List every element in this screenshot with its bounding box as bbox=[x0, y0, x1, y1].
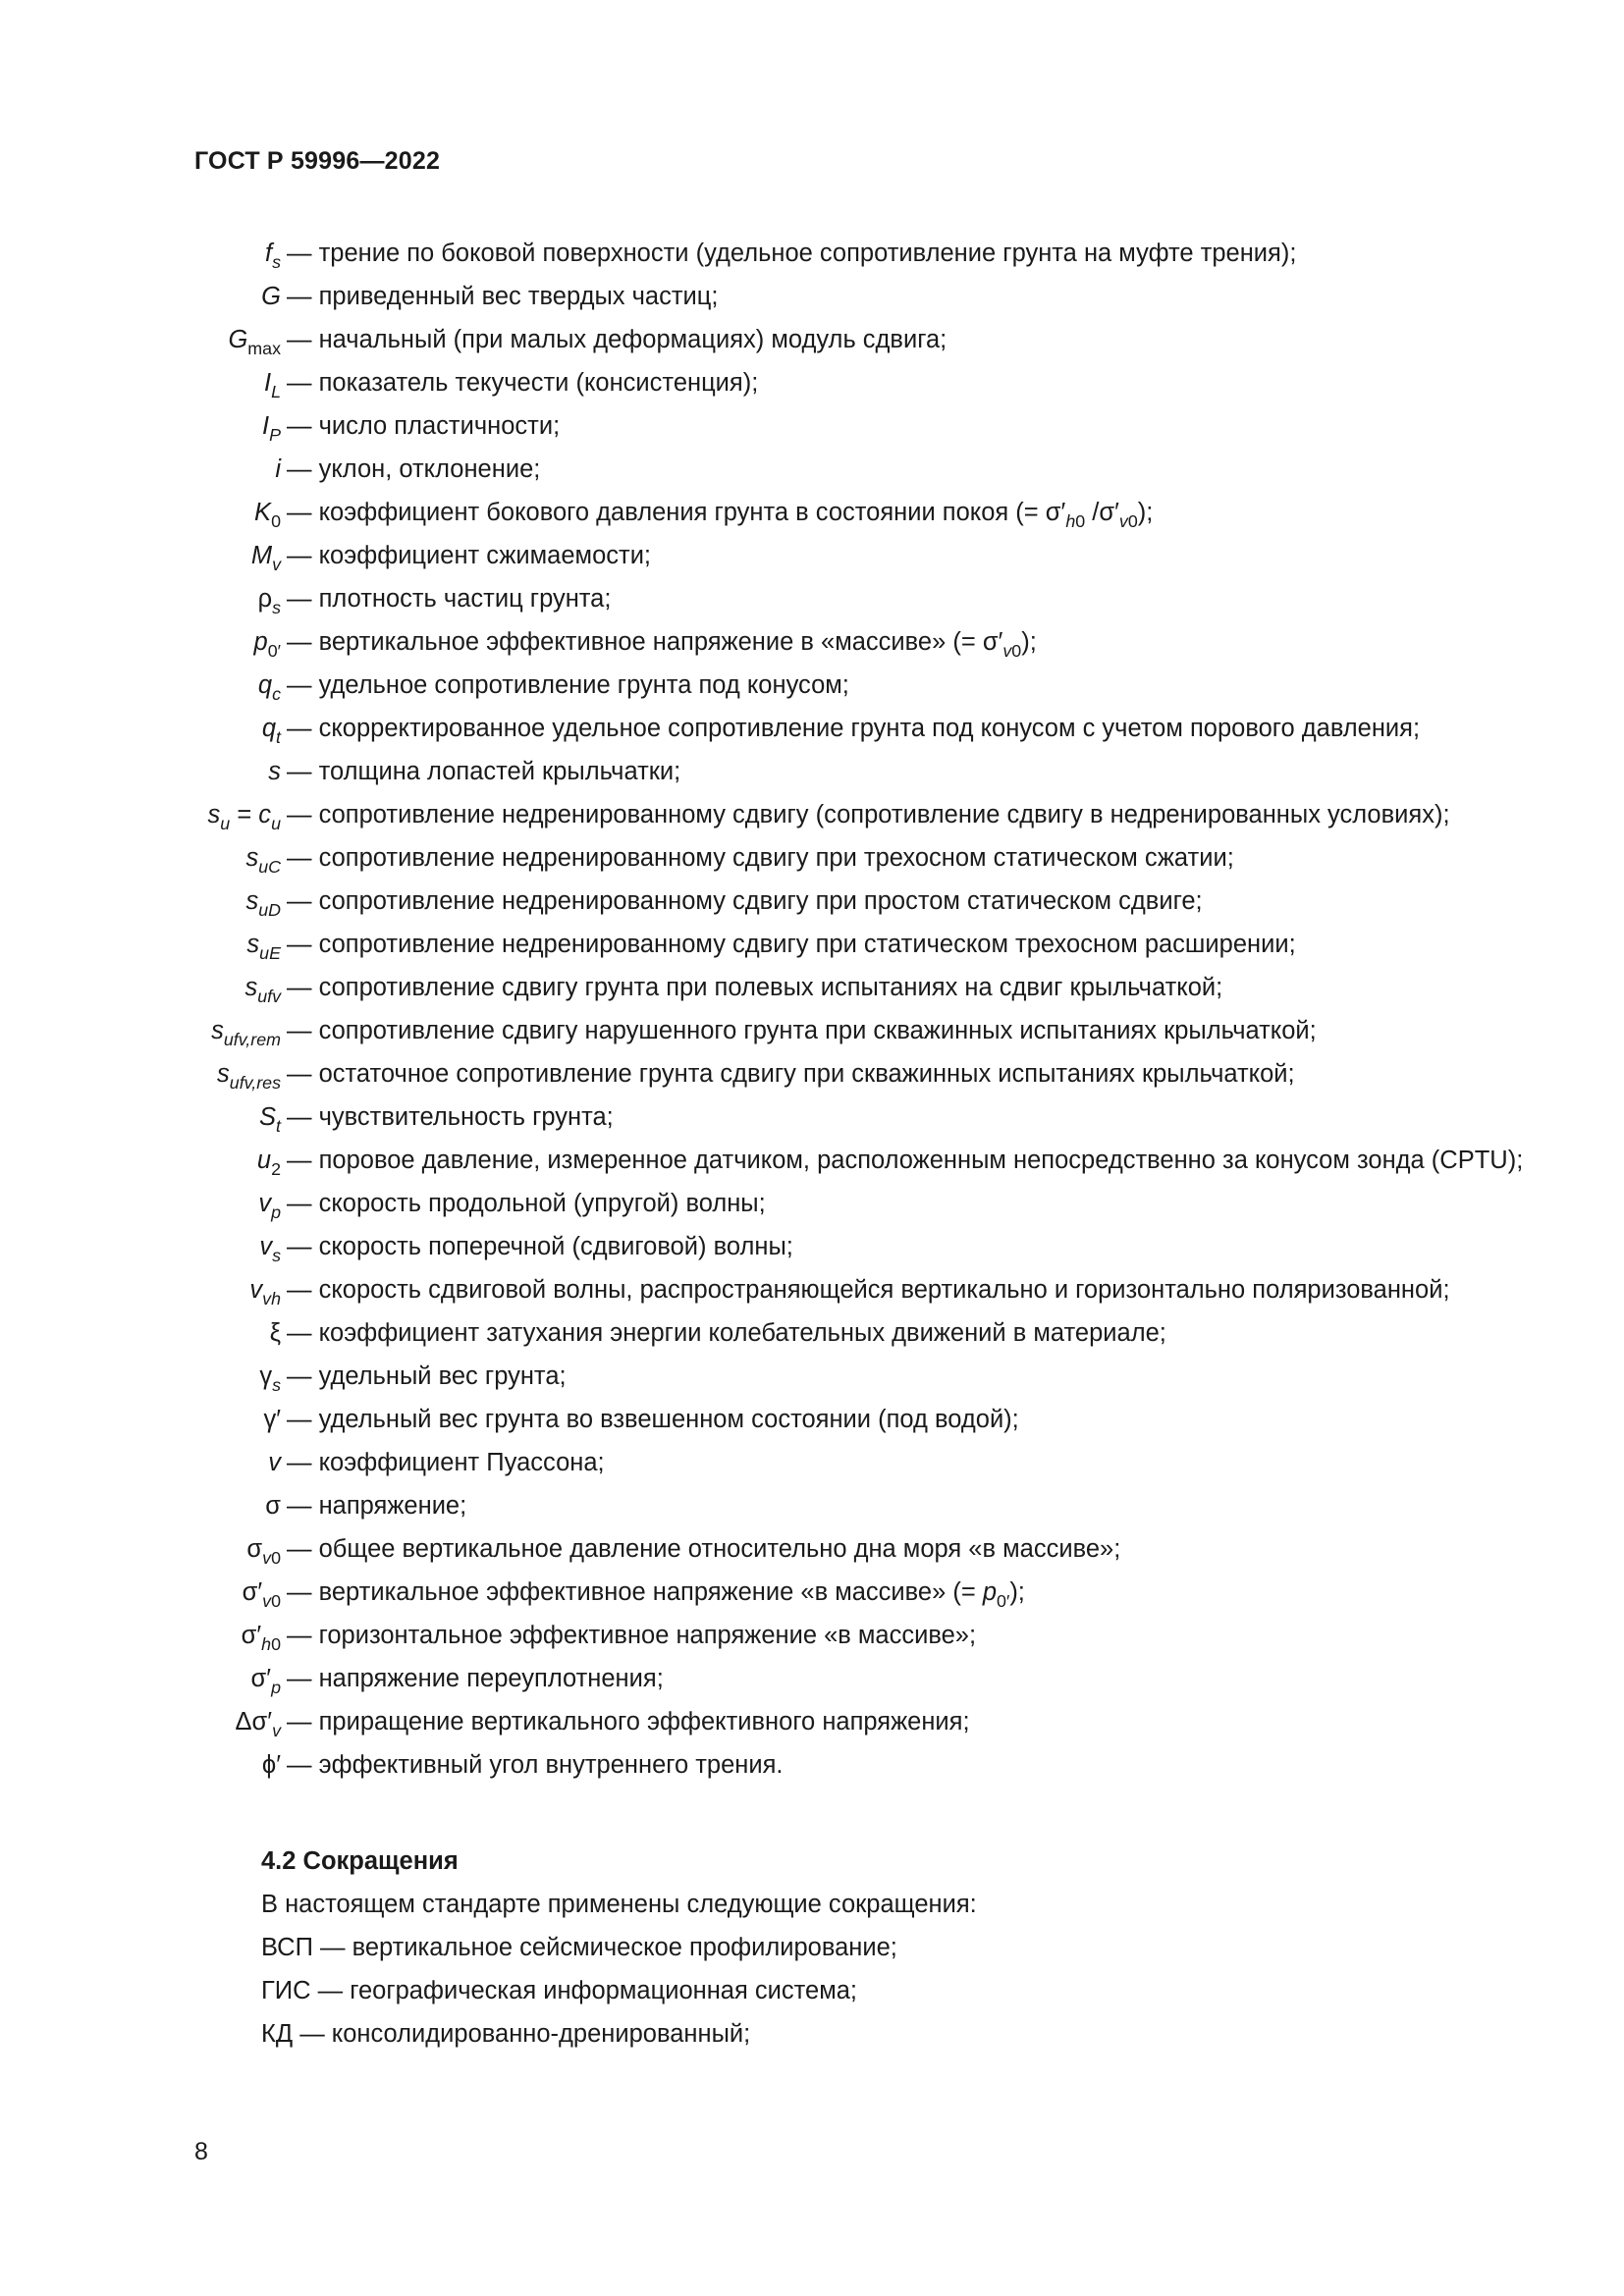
definition-text: — уклон, отклонение; bbox=[287, 455, 541, 483]
definition-row bbox=[0, 1058, 1624, 1093]
page-number: 8 bbox=[194, 2138, 208, 2165]
definition-row bbox=[0, 713, 1624, 747]
symbol: $\sigma'_{v0}$ bbox=[242, 1578, 281, 1611]
definition-row bbox=[0, 1101, 1624, 1136]
symbol: $G_{max}$ bbox=[228, 326, 281, 358]
definition-row bbox=[0, 1015, 1624, 1049]
definition-text: — число пластичности; bbox=[287, 412, 561, 440]
symbol: $I_P$ bbox=[262, 412, 281, 445]
definition-text: — общее вертикальное давление относительно дна моря «в массиве»; bbox=[287, 1535, 1121, 1563]
definition-text: — сопротивление сдвигу грунта при полевых испытаниях на сдвиг крыльчаткой; bbox=[287, 974, 1223, 1001]
definition-row bbox=[0, 1361, 1624, 1395]
definition-row bbox=[0, 497, 1624, 531]
definition-row bbox=[0, 238, 1624, 272]
definition-text: — приращение вертикального эффективного напряжения; bbox=[287, 1708, 970, 1735]
definition-row bbox=[0, 1749, 1624, 1781]
definition-row bbox=[0, 756, 1624, 787]
symbol: i bbox=[275, 455, 281, 483]
definition-row bbox=[0, 626, 1624, 661]
definition-row bbox=[0, 799, 1624, 833]
definition-row bbox=[0, 1706, 1624, 1740]
definition-row bbox=[0, 1447, 1624, 1478]
symbol: $v_s$ bbox=[259, 1233, 281, 1265]
symbols-list bbox=[0, 238, 1624, 1792]
definition-text: — сопротивление недренированному сдвигу (сопротивление сдвигу в недренированных условиях); bbox=[287, 801, 1450, 828]
symbol: $S_t$ bbox=[259, 1103, 281, 1136]
definition-text: — скорость поперечной (сдвиговой) волны; bbox=[287, 1233, 793, 1260]
definition-text: — поровое давление, измеренное датчиком, расположенным непосредственно за конусом зонда (CPTU); bbox=[287, 1147, 1524, 1174]
definition-text: — напряжение переуплотнения; bbox=[287, 1665, 664, 1692]
definition-text: — горизонтальное эффективное напряжение «в массиве»; bbox=[287, 1622, 977, 1649]
definition-text: — скорость продольной (упругой) волны; bbox=[287, 1190, 766, 1217]
definition-text: — сопротивление недренированному сдвигу при трехосном статическом сжатии; bbox=[287, 844, 1234, 872]
symbol: $\rho_s$ bbox=[257, 585, 281, 617]
symbol: $q_t$ bbox=[261, 715, 281, 747]
symbol: σ bbox=[265, 1492, 281, 1520]
definition-text: — сопротивление недренированному сдвигу при простом статическом сдвиге; bbox=[287, 887, 1203, 915]
abbreviation-item: КД — консолидированно-дренированный; bbox=[261, 2020, 751, 2048]
definition-row bbox=[0, 1620, 1624, 1654]
definition-text: — начальный (при малых деформациях) модуль сдвига; bbox=[287, 326, 947, 353]
definition-row bbox=[0, 1317, 1624, 1349]
document-header: ГОСТ Р 59996—2022 bbox=[194, 147, 441, 175]
definition-text: — трение по боковой поверхности (удельное сопротивление грунта на муфте трения); bbox=[287, 240, 1297, 267]
definition-row bbox=[0, 410, 1624, 445]
section-intro: В настоящем стандарте применены следующие сокращения: bbox=[261, 1891, 977, 1918]
definition-text: — напряжение; bbox=[287, 1492, 467, 1520]
definition-text: — сопротивление недренированному сдвигу при статическом трехосном расширении; bbox=[287, 931, 1296, 958]
definition-row bbox=[0, 1188, 1624, 1222]
definition-row bbox=[0, 281, 1624, 312]
symbol: ϕ′ bbox=[261, 1751, 281, 1779]
definition-row bbox=[0, 1490, 1624, 1522]
definition-row bbox=[0, 1145, 1624, 1179]
section-heading: 4.2 Сокращения bbox=[261, 1847, 459, 1875]
definition-text: — чувствительность грунта; bbox=[287, 1103, 614, 1131]
definition-row bbox=[0, 1404, 1624, 1435]
symbol: $\sigma'_{h0}$ bbox=[241, 1622, 281, 1654]
symbol: $s_{uE}$ bbox=[246, 931, 281, 963]
definition-row bbox=[0, 1274, 1624, 1306]
symbol: v bbox=[268, 1449, 281, 1476]
definition-text: — скорость сдвиговой волны, распространяющейся вертикально и горизонтально поляризованной; bbox=[287, 1276, 1450, 1304]
abbreviation-item: ВСП — вертикальное сейсмическое профилирование; bbox=[261, 1934, 897, 1961]
symbol: $p_{0'}$ bbox=[253, 628, 281, 661]
symbol: $s_{ufv,res}$ bbox=[217, 1060, 281, 1093]
definition-text: — приведенный вес твердых частиц; bbox=[287, 283, 719, 310]
definition-row bbox=[0, 324, 1624, 358]
definition-text: — эффективный угол внутреннего трения. bbox=[287, 1751, 784, 1779]
definition-text: — показатель текучести (консистенция); bbox=[287, 369, 759, 397]
definition-row bbox=[0, 1231, 1624, 1265]
definition-text: — вертикальное эффективное напряжение в «массиве» (= $\sigma'_{v0}$); bbox=[287, 628, 1037, 661]
symbol: $s_{ufv,rem}$ bbox=[211, 1017, 281, 1049]
definition-text: — удельный вес грунта во взвешенном состоянии (под водой); bbox=[287, 1406, 1019, 1433]
definition-text: — коэффициент затухания энергии колебательных движений в материале; bbox=[287, 1319, 1166, 1347]
definition-text: — плотность частиц грунта; bbox=[287, 585, 612, 613]
symbol: $\sigma'_p$ bbox=[250, 1665, 281, 1697]
abbreviations-section bbox=[261, 1845, 1518, 2061]
definition-row bbox=[0, 885, 1624, 920]
definition-text: — коэффициент Пуассона; bbox=[287, 1449, 605, 1476]
symbol: $s_u = c_u$ bbox=[207, 801, 281, 833]
definition-text: — скорректированное удельное сопротивление грунта под конусом с учетом порового давления; bbox=[287, 715, 1421, 742]
definition-text: — удельный вес грунта; bbox=[287, 1362, 567, 1390]
definition-text: — удельное сопротивление грунта под конусом; bbox=[287, 671, 849, 699]
definition-row bbox=[0, 1533, 1624, 1568]
definition-text: — сопротивление сдвигу нарушенного грунта при скважинных испытаниях крыльчаткой; bbox=[287, 1017, 1317, 1044]
symbol: $\Delta\sigma'_v$ bbox=[235, 1708, 281, 1740]
symbol: $q_c$ bbox=[257, 671, 281, 704]
symbol: $M_v$ bbox=[250, 542, 281, 574]
abbreviation-item: ГИС — географическая информационная система; bbox=[261, 1977, 857, 2004]
definition-row bbox=[0, 583, 1624, 617]
symbol: ξ bbox=[269, 1319, 281, 1347]
symbol: $\sigma_{v0}$ bbox=[246, 1535, 281, 1568]
definition-row bbox=[0, 540, 1624, 574]
symbol: γ′ bbox=[263, 1406, 281, 1433]
symbol: G bbox=[261, 283, 281, 310]
definition-row bbox=[0, 929, 1624, 963]
definition-text: — коэффициент сжимаемости; bbox=[287, 542, 652, 569]
definition-text: — остаточное сопротивление грунта сдвигу при скважинных испытаниях крыльчаткой; bbox=[287, 1060, 1295, 1088]
symbol: s bbox=[268, 758, 281, 785]
definition-text: — вертикальное эффективное напряжение «в массиве» (= $p_{0'}$); bbox=[287, 1578, 1025, 1611]
definition-row bbox=[0, 842, 1624, 877]
symbol: $K_0$ bbox=[254, 499, 281, 531]
definition-row bbox=[0, 1663, 1624, 1697]
definition-row bbox=[0, 1576, 1624, 1611]
symbol: $s_{ufv}$ bbox=[244, 974, 281, 1006]
definition-row bbox=[0, 669, 1624, 704]
symbol: $v_p$ bbox=[258, 1190, 281, 1222]
symbol: $f_s$ bbox=[264, 240, 281, 272]
symbol: $s_{uC}$ bbox=[245, 844, 281, 877]
definition-text: — толщина лопастей крыльчатки; bbox=[287, 758, 681, 785]
symbol: $v_{vh}$ bbox=[249, 1276, 281, 1308]
symbol: $s_{uD}$ bbox=[245, 887, 281, 920]
symbol: $I_L$ bbox=[263, 369, 281, 401]
symbol: $u_2$ bbox=[256, 1147, 281, 1179]
definition-row bbox=[0, 454, 1624, 485]
definition-row bbox=[0, 972, 1624, 1006]
definition-row bbox=[0, 367, 1624, 399]
definition-text: — коэффициент бокового давления грунта в состоянии покоя (= $\sigma'_{h0}$ $/\sigma'_{v0}$); bbox=[287, 499, 1154, 531]
symbol: $\gamma_s$ bbox=[259, 1362, 281, 1395]
